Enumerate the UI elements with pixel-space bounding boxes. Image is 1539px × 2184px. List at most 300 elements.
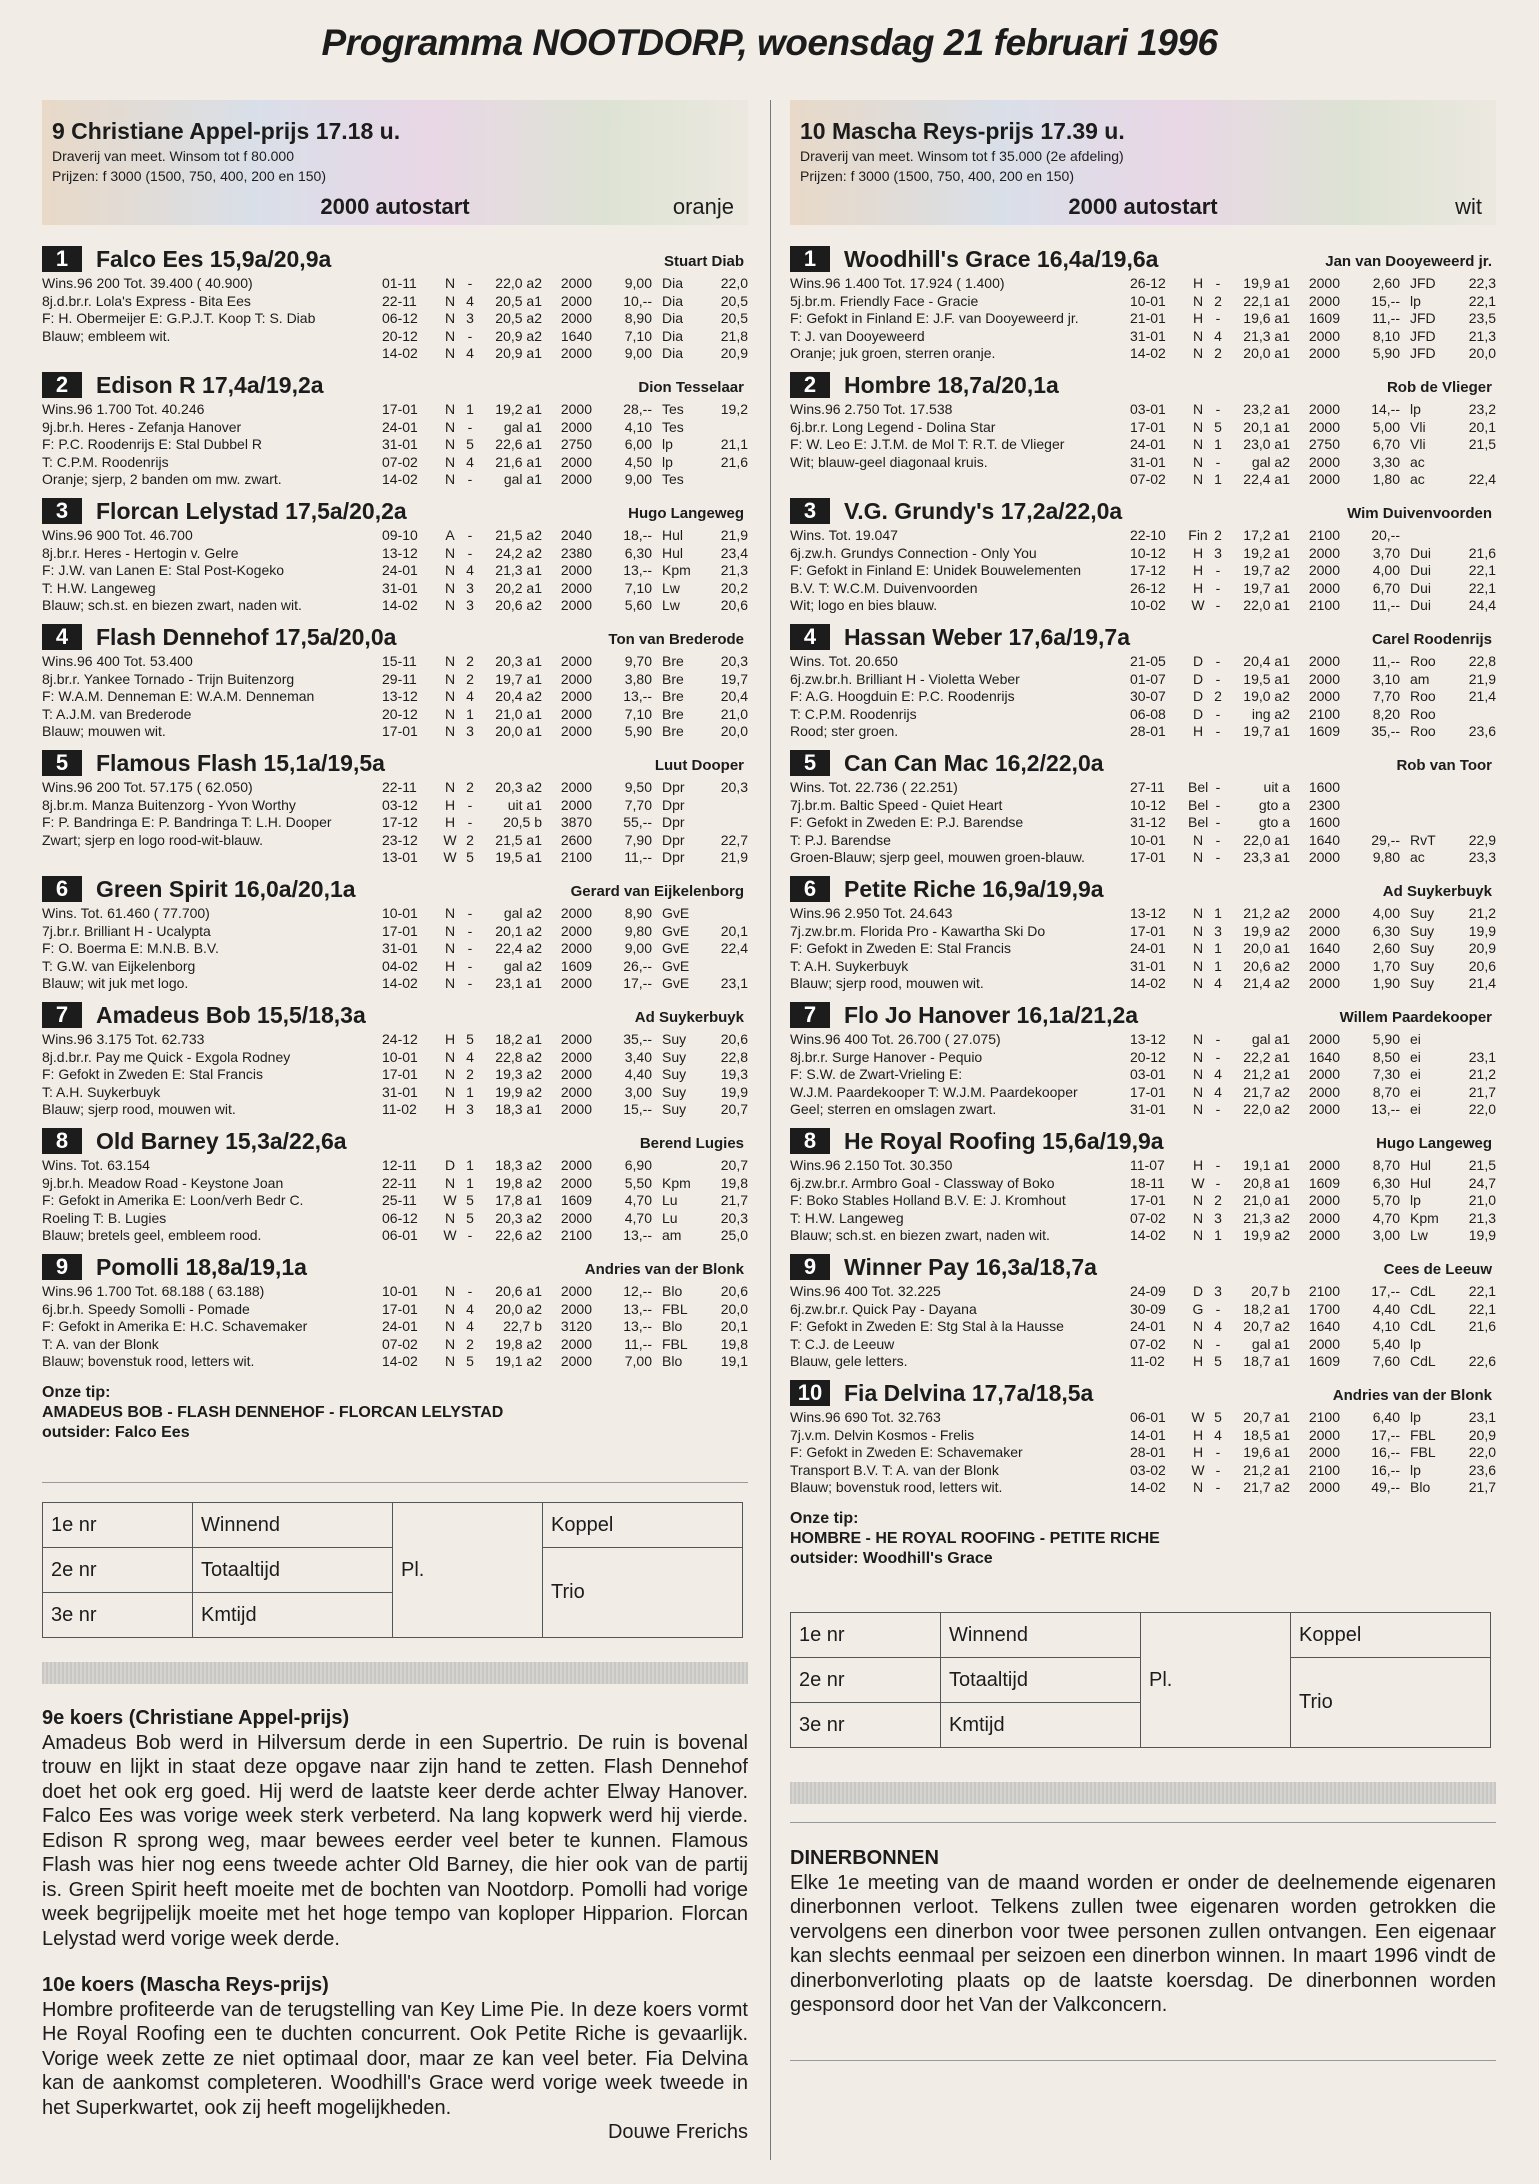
- horse-info: [790, 905, 1130, 993]
- horse-details: [42, 905, 748, 993]
- performance-cell: 2000: [560, 688, 592, 705]
- performance-cell: lp: [662, 453, 673, 470]
- performance-cell: -: [1215, 401, 1221, 417]
- performance-cell: -: [467, 957, 473, 974]
- info-line: F: Gefokt in Zweden E: Stal Francis: [42, 1066, 263, 1083]
- horse-entry: [790, 875, 1496, 1001]
- performance-cell: 1: [1214, 905, 1222, 921]
- horse-details: [42, 401, 748, 489]
- performance-cell: 2100: [560, 1227, 592, 1244]
- performance-cell: 3,10: [1372, 670, 1400, 687]
- performance-cell: 8,50: [1372, 1048, 1400, 1065]
- performance-row: [382, 940, 748, 958]
- performance-cell: 19,5 a1: [495, 849, 542, 866]
- race-conditions: Draverij van meet. Winsom tot f 80.000: [52, 148, 294, 164]
- performance-cell: 2000: [1308, 453, 1340, 470]
- performance-cell: 21,7: [720, 1192, 748, 1209]
- performance-cell: 21,2 a2: [1243, 905, 1290, 921]
- performance-cell: 20,6: [720, 1283, 748, 1299]
- bet-cell: Trio: [543, 1548, 743, 1638]
- performance-row: [1130, 779, 1496, 797]
- performance-table: [1130, 653, 1496, 741]
- performance-cell: 23,6: [1468, 723, 1496, 740]
- performance-cell: 22,2 a1: [1243, 1048, 1290, 1065]
- performance-cell: N: [1192, 905, 1204, 921]
- performance-cell: 26,--: [623, 957, 652, 974]
- performance-cell: 2100: [560, 849, 592, 866]
- performance-cell: -: [1215, 275, 1221, 291]
- horse-details: [790, 275, 1496, 363]
- performance-cell: 24-01: [382, 1318, 418, 1335]
- info-line: Rood; ster groen.: [790, 723, 899, 740]
- performance-row: [1130, 723, 1496, 741]
- performance-cell: N: [444, 1083, 456, 1100]
- performance-row: [1130, 653, 1496, 671]
- performance-cell: 19,9: [1468, 1227, 1496, 1244]
- info-line: 7j.br.m. Baltic Speed - Quiet Heart: [790, 796, 1003, 813]
- performance-cell: 2000: [560, 922, 592, 939]
- performance-cell: 20,3: [720, 653, 748, 669]
- race-color: oranje: [672, 194, 734, 219]
- performance-cell: 23,5: [1468, 310, 1496, 327]
- horse-details: [790, 1409, 1496, 1497]
- performance-cell: N: [1192, 1192, 1204, 1209]
- horse-header: [790, 245, 1496, 273]
- performance-cell: 2000: [560, 1157, 592, 1173]
- performance-cell: 20,3 a2: [495, 1209, 542, 1226]
- performance-row: [1130, 345, 1496, 363]
- horse-details: [790, 1283, 1496, 1371]
- performance-cell: 19,9: [720, 1083, 748, 1100]
- horse-info: [42, 1031, 382, 1119]
- performance-cell: 2000: [1308, 1227, 1340, 1244]
- performance-cell: 2000: [560, 562, 592, 579]
- performance-cell: 4: [466, 1318, 474, 1335]
- performance-cell: 20,0 a1: [1243, 345, 1290, 362]
- performance-cell: 9,00: [624, 275, 652, 291]
- performance-cell: 4,40: [1372, 1300, 1400, 1317]
- performance-cell: 17,8 a1: [495, 1192, 542, 1209]
- performance-cell: 11-02: [382, 1101, 417, 1118]
- performance-row: [382, 814, 748, 832]
- performance-cell: 1640: [1308, 1048, 1340, 1065]
- performance-cell: 19,9 a2: [1243, 1227, 1290, 1244]
- bet-cell: Winnend: [193, 1503, 393, 1548]
- info-line: 8j.br.r. Yankee Tornado - Trijn Buitenzorg: [42, 670, 295, 687]
- horse-details: [790, 401, 1496, 489]
- tip-text: AMADEUS BOB - FLASH DENNEHOF - FLORCAN LELYSTAD: [42, 1404, 504, 1421]
- performance-cell: 22,8: [720, 1048, 748, 1065]
- info-line: F: A.G. Hoogduin E: P.C. Roodenrijs: [790, 688, 1015, 705]
- performance-cell: 19,2 a1: [495, 401, 542, 417]
- performance-cell: Lw: [662, 597, 680, 614]
- performance-cell: Tes: [662, 418, 684, 435]
- performance-cell: -: [1215, 597, 1221, 614]
- performance-row: [382, 671, 748, 689]
- performance-cell: 55,--: [623, 814, 652, 831]
- performance-cell: -: [1215, 779, 1221, 795]
- info-line: 8j.d.br.r. Pay me Quick - Exgola Rodney: [42, 1048, 291, 1065]
- performance-cell: -: [1215, 705, 1221, 722]
- performance-cell: Blo: [662, 1283, 683, 1299]
- performance-cell: 2000: [1308, 401, 1340, 417]
- bet-cell: Winnend: [941, 1613, 1141, 1658]
- performance-cell: 1609: [1308, 310, 1340, 327]
- performance-cell: 1: [1214, 940, 1222, 957]
- performance-cell: 2000: [560, 670, 592, 687]
- performance-cell: 20,6 a2: [1243, 957, 1290, 974]
- performance-cell: 3,40: [624, 1048, 652, 1065]
- performance-cell: N: [1192, 957, 1204, 974]
- performance-cell: 7,30: [1372, 1066, 1400, 1083]
- performance-cell: 5: [466, 1353, 474, 1370]
- performance-cell: 22-11: [382, 292, 417, 309]
- performance-cell: 4: [466, 345, 474, 362]
- diner-text: Elke 1e meeting van de maand worden er onder de deelnemende eigenaren dinerbonnen verloot. Telkens zullen twee eigenaren worden getrokken die vervolgens een dinerbon voor twee personen zullen ontvangen. Een eigenaar kan slechts eenmaal per seizoen een dinerbon winnen. In maart 1996 vindt de dinerbonverloting plaats op de laatste koersdag. De dinerbonnen worden gesponsord door het Van der Valkconcern.: [790, 1871, 1496, 2016]
- performance-cell: Lu: [662, 1192, 678, 1209]
- performance-cell: 31-01: [1130, 1101, 1166, 1118]
- performance-row: [1130, 1192, 1496, 1210]
- performance-cell: 19,8: [720, 1174, 748, 1191]
- performance-cell: 14-02: [1130, 1227, 1166, 1244]
- info-line: F: Gefokt in Amerika E: Loon/verh Bedr C.: [42, 1192, 304, 1209]
- performance-cell: 11,--: [1372, 653, 1400, 669]
- performance-cell: 3: [1214, 922, 1222, 939]
- driver-name: Ad Suykerbuyk: [1382, 883, 1492, 900]
- performance-cell: Bel: [1188, 796, 1209, 813]
- performance-cell: 20,7 a2: [1243, 1318, 1290, 1335]
- performance-cell: 22,4 a1: [1243, 471, 1290, 488]
- performance-cell: 06-12: [382, 1209, 418, 1226]
- performance-cell: 2000: [1308, 670, 1340, 687]
- performance-cell: H: [444, 957, 456, 974]
- horse-header: [790, 497, 1496, 525]
- performance-cell: 19,8 a2: [495, 1335, 542, 1352]
- driver-name: Ton van Brederode: [608, 631, 744, 648]
- performance-cell: Suy: [1410, 922, 1435, 939]
- performance-cell: Dpr: [662, 779, 685, 795]
- performance-cell: Suy: [1410, 940, 1435, 957]
- horse-details: [42, 1031, 748, 1119]
- performance-cell: ac: [1410, 849, 1425, 866]
- performance-cell: Blo: [662, 1353, 683, 1370]
- performance-cell: H: [444, 1101, 456, 1118]
- performance-cell: 19,6 a1: [1243, 1444, 1290, 1461]
- performance-cell: JFD: [1410, 310, 1436, 327]
- performance-cell: 3870: [560, 814, 592, 831]
- performance-cell: N: [444, 401, 456, 417]
- performance-cell: 5: [466, 436, 474, 453]
- performance-cell: 20,1: [720, 1318, 748, 1335]
- performance-cell: 20,6 a1: [495, 1283, 542, 1299]
- performance-cell: 20,1: [1468, 418, 1496, 435]
- performance-cell: 1640: [1308, 831, 1340, 848]
- performance-cell: 7,00: [624, 1353, 652, 1370]
- performance-cell: N: [1192, 940, 1204, 957]
- performance-cell: gal a2: [1251, 453, 1290, 470]
- performance-cell: 14-02: [382, 1353, 418, 1370]
- performance-cell: 2300: [1308, 796, 1340, 813]
- performance-cell: N: [1192, 1101, 1204, 1118]
- horse-details: [790, 905, 1496, 993]
- driver-name: Rob van Toor: [1396, 757, 1492, 774]
- performance-cell: 2000: [1308, 471, 1340, 488]
- info-line: Wins.96 400 Tot. 26.700 ( 27.075): [790, 1031, 1001, 1047]
- performance-cell: 4: [466, 1300, 474, 1317]
- info-line: Wins.96 1.700 Tot. 40.246: [42, 401, 205, 417]
- performance-row: [382, 1049, 748, 1067]
- horse-info: [42, 1283, 382, 1371]
- performance-cell: 21,0: [720, 705, 748, 722]
- performance-cell: 17,2 a1: [1243, 527, 1290, 543]
- performance-cell: 2000: [560, 418, 592, 435]
- performance-cell: 21,3 a2: [1243, 1209, 1290, 1226]
- performance-cell: 4,70: [624, 1209, 652, 1226]
- performance-row: [1130, 905, 1496, 923]
- performance-cell: 4,40: [624, 1066, 652, 1083]
- entries-list: [42, 245, 748, 1379]
- performance-cell: 13,--: [623, 1227, 652, 1244]
- performance-cell: 20,0: [720, 1300, 748, 1317]
- bet-cell: Koppel: [543, 1503, 743, 1548]
- performance-cell: 22,9: [1468, 831, 1496, 848]
- performance-cell: N: [444, 1335, 456, 1352]
- horse-header: [42, 875, 748, 903]
- commentary-heading-10: 10e koers (Mascha Reys-prijs): [42, 1974, 329, 1996]
- performance-cell: Suy: [662, 1101, 687, 1118]
- driver-name: Andries van der Blonk: [584, 1261, 744, 1278]
- performance-cell: 6,90: [624, 1157, 652, 1173]
- performance-table: [1130, 275, 1496, 363]
- performance-cell: gal a1: [503, 418, 542, 435]
- performance-table: [1130, 1031, 1496, 1119]
- performance-cell: -: [1215, 849, 1221, 866]
- performance-cell: D: [1192, 670, 1204, 687]
- performance-cell: Dia: [662, 292, 684, 309]
- performance-cell: 5: [466, 1031, 474, 1047]
- performance-cell: 2000: [1308, 327, 1340, 344]
- info-line: Wins.96 690 Tot. 32.763: [790, 1409, 941, 1425]
- performance-row: [382, 1336, 748, 1354]
- performance-cell: 19,7: [720, 670, 748, 687]
- performance-cell: FBL: [1410, 1444, 1436, 1461]
- performance-cell: ei: [1410, 1101, 1421, 1118]
- separator-line: [790, 1822, 1496, 1823]
- start-number: 8: [790, 1128, 830, 1154]
- race-color: wit: [1455, 194, 1482, 219]
- performance-cell: 07-02: [1130, 471, 1166, 488]
- start-number: 2: [42, 372, 82, 398]
- performance-cell: 4,50: [624, 453, 652, 470]
- performance-row: [382, 832, 748, 850]
- performance-cell: 19,1 a2: [495, 1353, 542, 1370]
- performance-cell: 22,4: [1468, 471, 1496, 488]
- performance-table: [382, 527, 748, 615]
- performance-cell: H: [1192, 1444, 1204, 1461]
- performance-cell: N: [1192, 401, 1204, 417]
- performance-cell: Dui: [1410, 579, 1432, 596]
- performance-row: [382, 345, 748, 363]
- performance-cell: 22,1 a1: [1243, 292, 1290, 309]
- performance-cell: 2000: [560, 275, 592, 291]
- performance-row: [382, 1101, 748, 1119]
- performance-cell: N: [444, 562, 456, 579]
- performance-cell: H: [1192, 579, 1204, 596]
- info-line: Wins.96 2.150 Tot. 30.350: [790, 1157, 953, 1173]
- performance-cell: N: [1192, 1066, 1204, 1083]
- performance-cell: 21,3 a1: [495, 562, 542, 579]
- shaded-bar: [790, 1782, 1496, 1804]
- horse-name: Florcan Lelystad 17,5a/20,2a: [96, 497, 407, 524]
- performance-cell: 18,3 a1: [495, 1101, 542, 1118]
- bet-cell: Koppel: [1291, 1613, 1491, 1658]
- performance-cell: N: [444, 327, 456, 344]
- info-line: Wins.96 3.175 Tot. 62.733: [42, 1031, 205, 1047]
- performance-cell: 2000: [560, 653, 592, 669]
- performance-cell: FBL: [1410, 1426, 1436, 1443]
- performance-cell: -: [1215, 814, 1221, 831]
- info-line: 6j.zw.h. Grundys Connection - Only You: [790, 544, 1037, 561]
- performance-cell: 01-11: [382, 275, 417, 291]
- performance-cell: N: [444, 922, 456, 939]
- start-number: 9: [42, 1254, 82, 1280]
- race-prizes: Prijzen: f 3000 (1500, 750, 400, 200 en 150): [52, 168, 326, 184]
- start-number: 7: [790, 1002, 830, 1028]
- performance-cell: 30-07: [1130, 688, 1166, 705]
- performance-cell: 7,70: [624, 796, 652, 813]
- performance-row: [1130, 545, 1496, 563]
- bet-cell: Pl.: [1141, 1613, 1291, 1748]
- performance-cell: Hul: [1410, 1157, 1432, 1173]
- info-line: Blauw; bovenstuk rood, letters wit.: [42, 1353, 255, 1370]
- performance-row: [1130, 671, 1496, 689]
- performance-cell: -: [467, 471, 473, 488]
- start-number: 8: [42, 1128, 82, 1154]
- performance-row: [382, 958, 748, 976]
- performance-cell: 1: [466, 705, 474, 722]
- performance-cell: N: [444, 1066, 456, 1083]
- performance-cell: D: [444, 1157, 456, 1173]
- tip-label: Onze tip:: [790, 1510, 859, 1527]
- performance-cell: 1,90: [1372, 975, 1400, 992]
- performance-cell: 21,0 a1: [1243, 1192, 1290, 1209]
- performance-cell: 2000: [560, 1083, 592, 1100]
- performance-cell: N: [444, 1283, 456, 1299]
- info-line: Blauw; sch.st. en biezen zwart, naden wit.: [42, 597, 302, 614]
- performance-row: [1130, 832, 1496, 850]
- info-line: F: Gefokt in Zweden E: Stal Francis: [790, 940, 1011, 957]
- column-divider: [770, 100, 771, 2160]
- performance-cell: 24,2 a2: [495, 544, 542, 561]
- performance-cell: 3: [1214, 1283, 1222, 1299]
- performance-cell: uit a1: [507, 796, 542, 813]
- bet-cell: 2e nr: [791, 1658, 941, 1703]
- performance-cell: N: [444, 310, 456, 327]
- performance-cell: 2000: [560, 1031, 592, 1047]
- performance-cell: 2000: [560, 471, 592, 488]
- info-line: 7j.v.m. Delvin Kosmos - Frelis: [790, 1426, 975, 1443]
- performance-cell: 22,0 a2: [495, 275, 542, 291]
- outsider-text: outsider: Falco Ees: [42, 1424, 190, 1441]
- info-line: F: H. Obermeijer E: G.P.J.T. Koop T: S. Diab: [42, 310, 316, 327]
- performance-cell: 1,70: [1372, 957, 1400, 974]
- info-line: Blauw, gele letters.: [790, 1353, 908, 1370]
- start-number: 9: [790, 1254, 830, 1280]
- performance-cell: 2: [466, 1335, 474, 1352]
- performance-cell: 6,40: [1372, 1409, 1400, 1425]
- performance-cell: gal a1: [1251, 1031, 1290, 1047]
- performance-cell: 17-01: [1130, 922, 1166, 939]
- performance-cell: N: [444, 940, 456, 957]
- performance-cell: Blo: [662, 1318, 683, 1335]
- performance-cell: 5: [466, 849, 474, 866]
- performance-table: [1130, 527, 1496, 615]
- performance-row: [382, 1210, 748, 1228]
- performance-cell: Vli: [1410, 418, 1426, 435]
- performance-cell: RvT: [1410, 831, 1436, 848]
- performance-cell: 30-09: [1130, 1300, 1166, 1317]
- bet-cell: 2e nr: [43, 1548, 193, 1593]
- performance-cell: 9,80: [1372, 849, 1400, 866]
- performance-cell: 3: [466, 310, 474, 327]
- performance-cell: 13-12: [382, 688, 418, 705]
- performance-cell: 2750: [560, 436, 592, 453]
- performance-cell: 1: [466, 1083, 474, 1100]
- performance-cell: N: [444, 579, 456, 596]
- performance-cell: -: [1215, 1174, 1221, 1191]
- performance-cell: N: [444, 1048, 456, 1065]
- performance-cell: 2000: [1308, 1209, 1340, 1226]
- performance-cell: 22,1: [1468, 1283, 1496, 1299]
- performance-cell: 1640: [560, 327, 592, 344]
- performance-table: [1130, 905, 1496, 993]
- performance-cell: GvE: [662, 940, 690, 957]
- info-line: F: P.C. Roodenrijs E: Stal Dubbel R: [42, 436, 262, 453]
- performance-cell: -: [1215, 796, 1221, 813]
- performance-cell: N: [444, 1209, 456, 1226]
- performance-cell: 5,90: [1372, 1031, 1400, 1047]
- horse-details: [42, 275, 748, 363]
- performance-cell: 22,0: [1468, 1101, 1496, 1118]
- performance-cell: lp: [1410, 1409, 1421, 1425]
- performance-cell: [1446, 797, 1496, 815]
- performance-cell: 21,9: [720, 849, 748, 866]
- performance-cell: 4,10: [1372, 1318, 1400, 1335]
- performance-cell: Tes: [662, 401, 684, 417]
- performance-cell: 18,--: [623, 527, 652, 543]
- performance-cell: 2380: [560, 544, 592, 561]
- performance-row: [382, 905, 748, 923]
- performance-cell: JFD: [1410, 327, 1436, 344]
- performance-cell: W: [443, 849, 457, 866]
- performance-cell: D: [1192, 653, 1204, 669]
- performance-cell: 35,--: [1371, 723, 1400, 740]
- performance-row: [382, 1084, 748, 1102]
- performance-cell: 22,0 a1: [1243, 597, 1290, 614]
- performance-cell: Roo: [1410, 688, 1436, 705]
- performance-cell: -: [467, 1227, 473, 1244]
- performance-cell: D: [1192, 1283, 1204, 1299]
- performance-cell: 21,6: [720, 453, 748, 470]
- performance-cell: 07-02: [1130, 1335, 1166, 1352]
- performance-cell: Dia: [662, 327, 684, 344]
- driver-name: Andries van der Blonk: [1332, 1387, 1492, 1404]
- performance-cell: 2: [1214, 1192, 1222, 1209]
- performance-row: [1130, 958, 1496, 976]
- performance-row: [382, 849, 748, 867]
- performance-cell: 14-02: [1130, 975, 1166, 992]
- performance-row: [382, 1283, 748, 1301]
